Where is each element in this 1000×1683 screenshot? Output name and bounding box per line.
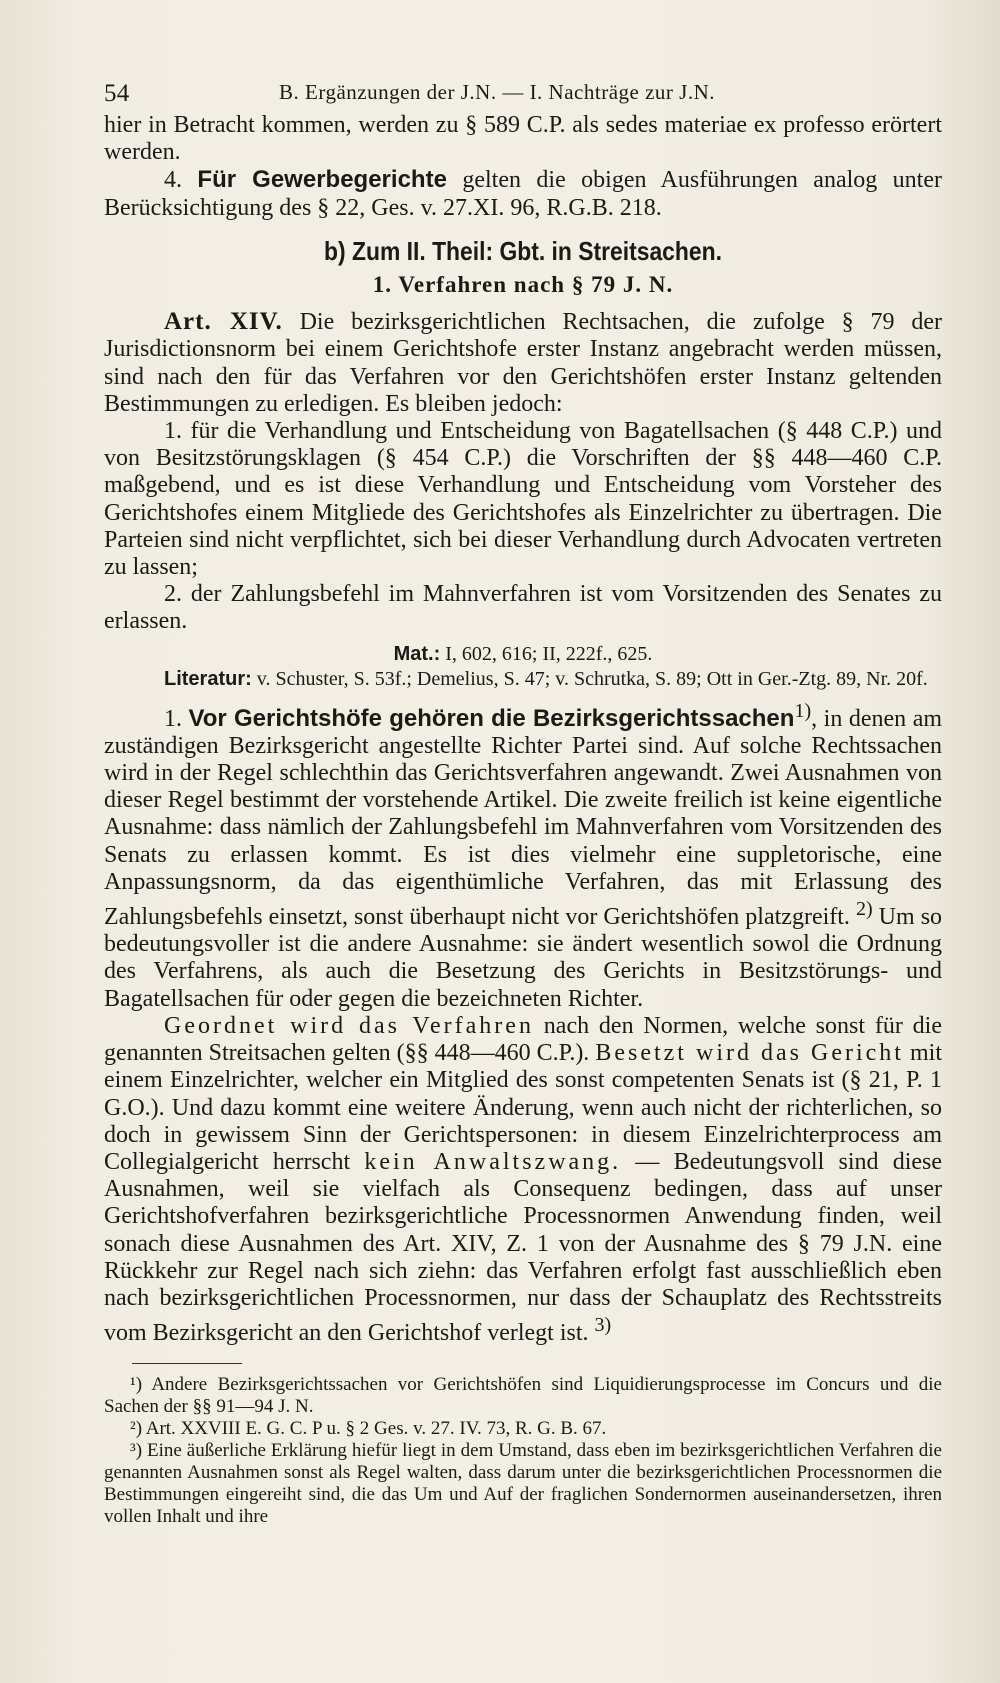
spaced-term: Geordnet wird das Verfahren — [164, 1012, 534, 1039]
footnote-divider — [132, 1363, 242, 1364]
materials-label: Mat.: — [393, 642, 441, 665]
item-number: 4. — [164, 167, 182, 194]
footnote-1: ¹) Andere Bezirksgerichtssachen vor Gerichtshöfen sind Liquidierungsprocesse im Concurs und die Sachen der §§ 91—94 J. N. — [104, 1374, 942, 1418]
running-head: B. Ergänzungen der J.N. — I. Nachträge zur J.N. — [279, 80, 715, 104]
page-header — [104, 72, 942, 112]
literature-text: v. Schuster, S. 53f.; Demelius, S. 47; v. Schrutka, S. 89; Ott in Ger.-Ztg. 89, Nr. 20f. — [256, 667, 928, 690]
materials-line — [104, 642, 942, 667]
spaced-term: Besetzt wird das Gericht — [595, 1040, 904, 1067]
page-body — [104, 112, 942, 1347]
article-label: Art. XIV. — [164, 308, 283, 336]
paragraph-text: mit einem Einzelrichter, welcher ein Mitglied des sonst competenten Senats ist (§ 21, P. 1 G.O.). Und dazu kommt eine weitere Änderung, wenn auch nicht der richterlichen, so doch in gewissem Sinn der Gerichtspersonen: in diesem Einzelrichterprocess am Collegialgericht herrscht — [104, 1040, 942, 1175]
materials-text: I, 602, 616; II, 222f., 625. — [445, 642, 653, 665]
bold-term: Vor Gerichtshöfe gehören die Bezirksgerichtssachen — [188, 704, 795, 732]
commentary-paragraph-2 — [104, 1013, 942, 1347]
paragraph-gewerbegerichte — [104, 166, 942, 221]
bold-term: Für Gewerbegerichte — [197, 166, 447, 194]
item-number: 1. — [164, 705, 182, 732]
footnotes — [104, 1374, 942, 1528]
paragraph-text: Um so bedeutungsvoller ist die andere Ausnahme: sie ändert wesentlich sowol die Ordnung des Verfahrens, als auch die Besetzung des Gerichts in Besitzstörungs- und Bagatellsachen für oder gegen die bezeichneten Richter. — [104, 904, 943, 1012]
footnote-ref: 3) — [594, 1314, 612, 1337]
subsection-heading: 1. Verfahren nach § 79 J. N. — [372, 272, 674, 298]
literature-line — [104, 667, 942, 692]
footnote-2: ²) Art. XXVIII E. G. C. P u. § 2 Ges. v. 27. IV. 73, R. G. B. 67. — [130, 1418, 607, 1440]
spaced-term: kein Anwaltszwang. — [364, 1148, 622, 1175]
paragraph-text: — Bedeutungsvoll sind diese Ausnahmen, weil sie vielfach als Consequenz bedingen, dass auf unser Gerichtshofverfahren bezirksgerichtliche Processnormen Anwendung finden, weil sonach diese Ausnahmen des Art. XIV, Z. 1 von der Ausnahme des § 79 J.N. eine Rückkehr zur Regel nach sich ziehn: das Verfahren erfolgt fast ausschließlich eben nach bezirksgerichtlichen Processnormen, nur dass der Schauplatz des Rechtsstreits vom Bezirksgericht an den Gerichtshof verlegt ist. — [104, 1148, 943, 1347]
article-item-1: 1. für die Verhandlung und Entscheidung von Bagatellsachen (§ 448 C.P.) und von Besitzstörungsklagen (§ 454 C.P.) die Vorschriften der §§ 448—460 C.P. maßgebend, und es ist diese Verhandlung und Entscheidung vom Vorsteher des Gerichtshofes einem Mitgliede des Gerichtshofes als Einzelrichter zu übertragen. Die Parteien sind nicht verpflichtet, sich bei dieser Verhandlung durch Advocaten vertreten zu lassen; — [104, 418, 942, 581]
article-text: Die bezirksgerichtlichen Rechtsachen, die zufolge § 79 der Jurisdictionsnorm bei einem Gerichtshofe erster Instanz angebracht werden müssen, sind nach den für das Verfahren vor den Gerichtshöfen erster Instanz geltenden Bestimmungen zu erledigen. Es bleiben jedoch: — [104, 309, 943, 417]
commentary-paragraph-1 — [104, 698, 942, 1013]
paragraph-text: , in denen am zuständigen Bezirksgericht angestellte Richter Partei sind. Auf solche Rechtssachen wird in der Regel schlechthin das Gerichtsverfahren angewandt. Zwei Ausnahmen von dieser Regel bestimmt der vorstehende Artikel. Die zweite freilich ist keine eigentliche Ausnahme: dass nämlich der Zahlungsbefehl im Mahnverfahren vom Vorsitzenden des Senats zu erlassen kommt. Es ist dies vielmehr eine suppletorische, eine Anpassungsnorm, da das eigenthümliche Verfahren, das mit Erlassung des Zahlungsbefehls einsetzt, sonst überhaupt nicht vor Gerichtshöfen platzgreift. — [104, 705, 943, 931]
footnote-ref: 2) — [855, 898, 873, 921]
literature-label: Literatur: — [164, 667, 252, 690]
page-number: 54 — [104, 80, 130, 107]
article-paragraph — [104, 308, 942, 418]
section-heading: b) Zum II. Theil: Gbt. in Streitsachen. — [324, 235, 722, 266]
paragraph-text: nach den Normen, welche sonst für die genannten Streitsachen gelten (§§ 448—460 C.P.). — [104, 1012, 943, 1067]
paragraph-intro: hier in Betracht kommen, werden zu § 589 C.P. als sedes materiae ex professo erörtert werden. — [104, 112, 942, 166]
footnote-3: ³) Eine äußerliche Erklärung hiefür liegt in dem Umstand, dass eben im bezirksgerichtlichen Verfahren die genannten Ausnahmen sonst als Regel walten, dass darum unter die bezirksgerichtlichen Processnormen die Bestimmungen eingereiht sind, die das Um und Auf der fraglichen Sondernormen auseinandersetzen, ihren vollen Inhalt und ihre — [104, 1440, 942, 1528]
footnote-ref: 1) — [794, 699, 812, 722]
paragraph-text: gelten die obigen Ausführungen analog unter Berücksichtigung des § 22, Ges. v. 27.XI. 96, R.G.B. 218. — [104, 167, 942, 221]
article-item-2: 2. der Zahlungsbefehl im Mahnverfahren ist vom Vorsitzenden des Senates zu erlassen. — [104, 581, 942, 635]
